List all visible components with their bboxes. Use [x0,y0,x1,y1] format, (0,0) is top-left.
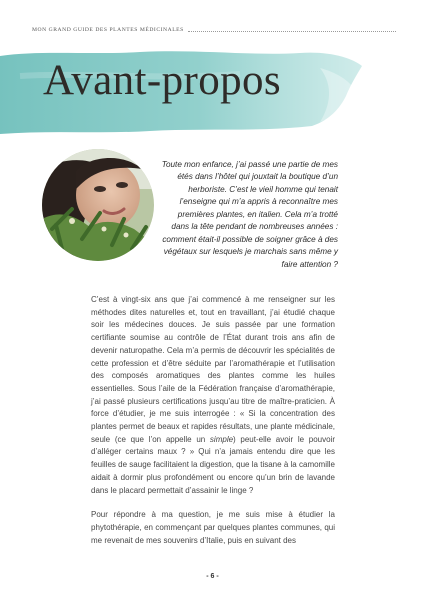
body-paragraph-1-text-b: ) peut-elle avoir le pouvoir d’alléger certains maux ? » Qui n’a jamais entendu dire que les feuilles de sauge facilitaient la digestion, que la tisane à la camomille aidait à dormir plus profondément ou encore qu’un brin de lavande dans le placard permettait d’assainir le linge ? [91,434,335,495]
running-header-dotted-rule [188,31,396,32]
running-header-title: MON GRAND GUIDE DES PLANTES MÉDICINALES [32,27,184,33]
body-paragraph-1 [91,294,335,497]
page-title: Avant-propos [43,57,282,104]
page-number: - 6 - [206,573,219,580]
body-text [91,294,335,559]
body-paragraph-2: Pour répondre à ma question, je me suis mise à étudier la phytothérapie, en commençant par quelques plantes communes, qui me revenait de mes souvenirs d’Italie, puis en suivant des [91,510,335,545]
body-paragraph-1-text-a: C’est à vingt-six ans que j’ai commencé à me renseigner sur les méthodes dites naturelles et, tout en travaillant, j’ai étudié chaque soir les médecines douces. Je suis passée par une formation certifiante soumise au contrôle de l’État durant trois ans afin de devenir naturopathe. Cela m’a permis de découvrir les spécialités de cette profession et d’être séduite par l’aromathérapie et l’utilisation des composés aromatiques des plantes comme les huiles essentielles. Sous l’aile de la Fédération française d’aromathérapie, j’ai passé plusieurs certifications jusqu’au titre de maître-praticien. À force d’étudier, je me suis interrogée : « Si la concentration des plantes permet de beaux et rapides résultats, une plante médicinale, seule (ce que l’on appelle un [91,295,335,444]
author-portrait-photo-icon [42,149,154,261]
intro-quote: Toute mon enfance, j’ai passé une partie de mes étés dans l’hôtel qui jouxtait la boutique d’un herboriste. C’est le vieil homme qui tenait l’enseigne qui m’a appris à reconnaître mes premières plantes, en italien. Cela m’a trotté dans la tête pendant de nombreuses années : comment était-il possible de soigner grâce à des végétaux sur lesquels je marchais sans même y faire attention ? [161,160,338,269]
running-header [32,27,396,33]
author-portrait [42,149,154,261]
body-paragraph-1-emphasis: simple [209,434,234,444]
